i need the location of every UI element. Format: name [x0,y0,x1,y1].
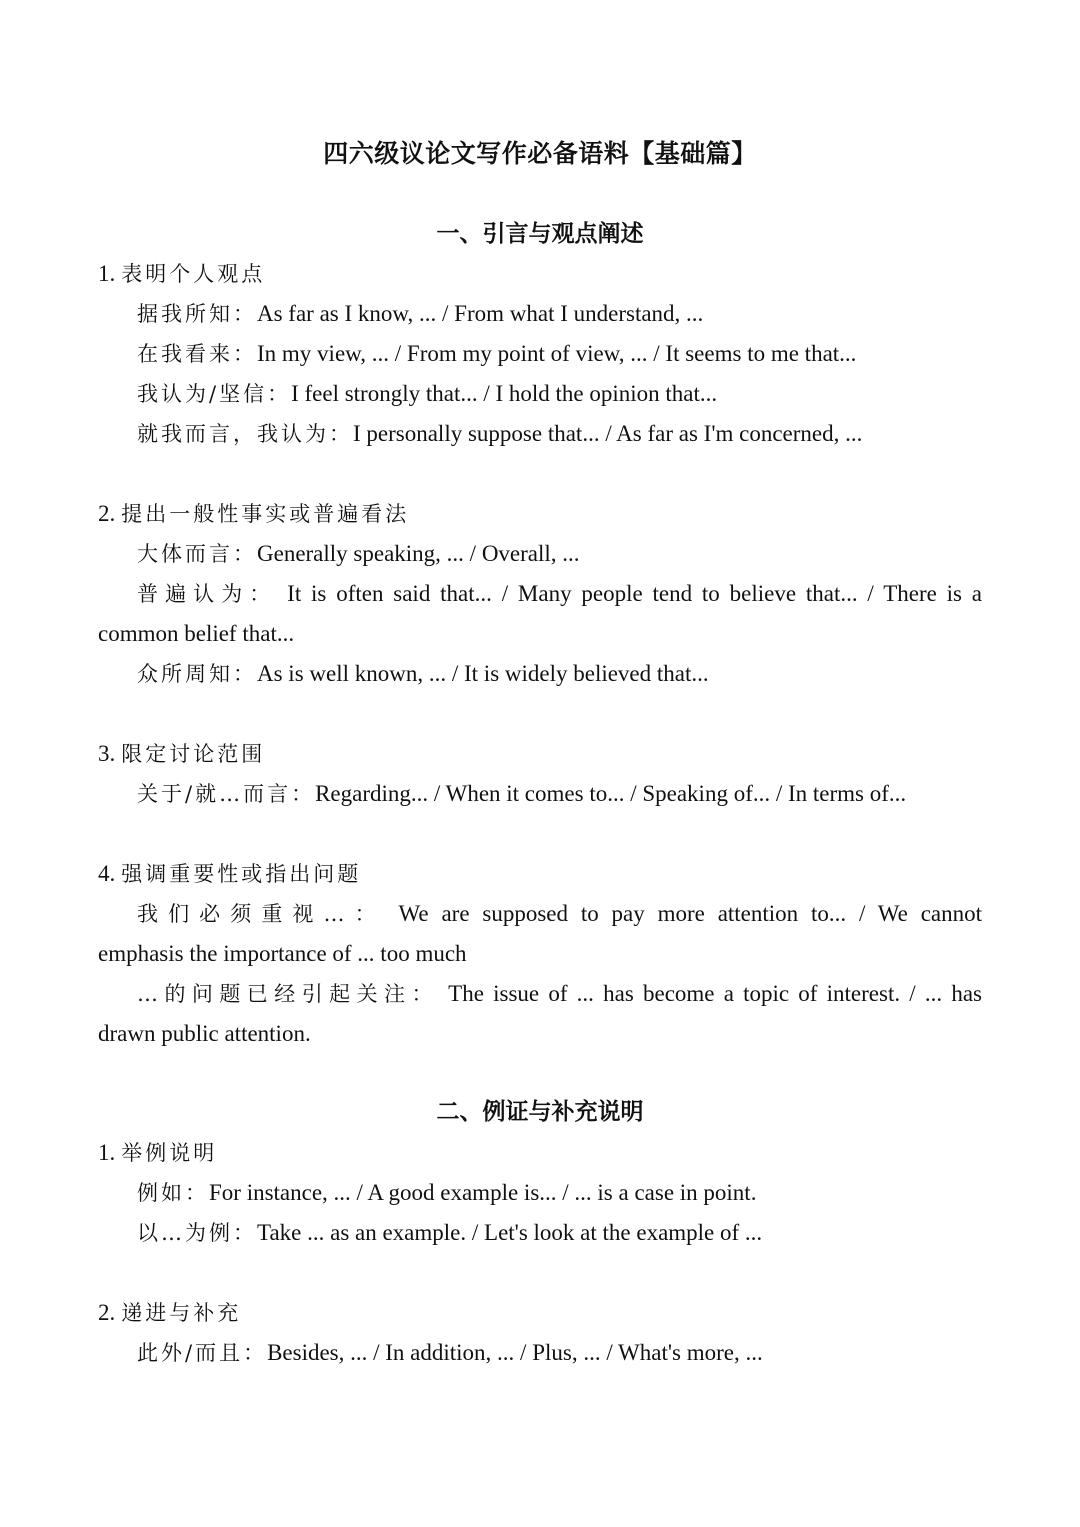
subsection-number: 2. [98,1300,116,1325]
phrase-english: I personally suppose that... / As far as I'm concerned, ... [353,421,863,446]
phrase-continuation: drawn public attention. [98,1021,311,1046]
phrase-item [137,294,982,334]
subsection-number: 4. [98,861,116,886]
subsection-label: 限定讨论范围 [121,742,266,766]
phrase-english: It is often said that... / Many people tend to believe that... / There is a [287,581,983,606]
subsection-title [98,734,982,774]
phrase-item [137,654,982,694]
phrase-chinese: …的问题已经引起关注： [137,982,439,1006]
subsection-title [98,254,982,294]
phrase-continuation: emphasis the importance of ... too much [98,941,467,966]
section-heading: 二、例证与补充说明 [436,1099,644,1125]
phrase-item [137,1333,982,1373]
phrase-chinese: 我认为/坚信： [137,382,292,406]
subsection-number: 3. [98,741,116,766]
subsection-title [98,494,982,534]
subsection-label: 表明个人观点 [121,262,266,286]
phrase-chinese: 我们必须重视…： [137,902,386,926]
phrase-chinese: 例如： [137,1181,209,1205]
phrase-english: The issue of ... has become a topic of interest. / ... has [448,981,982,1006]
phrase-item [137,1213,982,1253]
subsection-label: 强调重要性或指出问题 [121,862,362,886]
subsection-title [98,1293,982,1333]
phrase-english: Take ... as an example. / Let's look at the example of ... [257,1220,763,1245]
phrase-english: For instance, ... / A good example is... / ... is a case in point. [209,1180,757,1205]
phrase-english: As far as I know, ... / From what I understand, ... [257,301,704,326]
phrase-chinese: 关于/就…而言： [137,782,316,806]
phrase-chinese: 众所周知： [137,662,257,686]
phrase-english: I feel strongly that... / I hold the opinion that... [291,381,718,406]
subsection-number: 1. [98,261,116,286]
phrase-chinese: 大体而言： [137,542,257,566]
subsection-title [98,1133,982,1173]
phrase-item [137,574,982,614]
phrase-english: As is well known, ... / It is widely believed that... [257,661,709,686]
subsection-number: 2. [98,501,116,526]
phrase-english: Besides, ... / In addition, ... / Plus, ... / What's more, ... [267,1340,763,1365]
subsection-label: 递进与补充 [121,1301,242,1325]
phrase-item [137,334,982,374]
phrase-continuation: common belief that... [98,621,295,646]
phrase-item [137,1173,982,1213]
phrase-item [137,374,982,414]
phrase-chinese: 就我而言，我认为： [137,422,353,446]
phrase-item [137,414,982,454]
phrase-english: We are supposed to pay more attention to... / We cannot [398,901,983,926]
phrase-chinese: 在我看来： [137,342,257,366]
phrase-item [137,774,982,814]
phrase-english: Generally speaking, ... / Overall, ... [257,541,580,566]
phrase-chinese: 据我所知： [137,302,257,326]
phrase-chinese: 普遍认为： [137,582,278,606]
phrase-english: In my view, ... / From my point of view, ... / It seems to me that... [257,341,857,366]
phrase-english: Regarding... / When it comes to... / Speaking of... / In terms of... [315,781,907,806]
subsection-label: 提出一般性事实或普遍看法 [121,502,410,526]
phrase-chinese: 以…为例： [137,1221,257,1245]
subsection-number: 1. [98,1140,116,1165]
phrase-item [137,894,982,934]
section-heading: 一、引言与观点阐述 [436,221,644,247]
subsection-title [98,854,982,894]
phrase-chinese: 此外/而且： [137,1341,268,1365]
phrase-item [137,534,982,574]
document-title: 四六级议论文写作必备语料【基础篇】 [323,139,757,168]
subsection-label: 举例说明 [121,1141,218,1165]
phrase-item [137,974,982,1014]
